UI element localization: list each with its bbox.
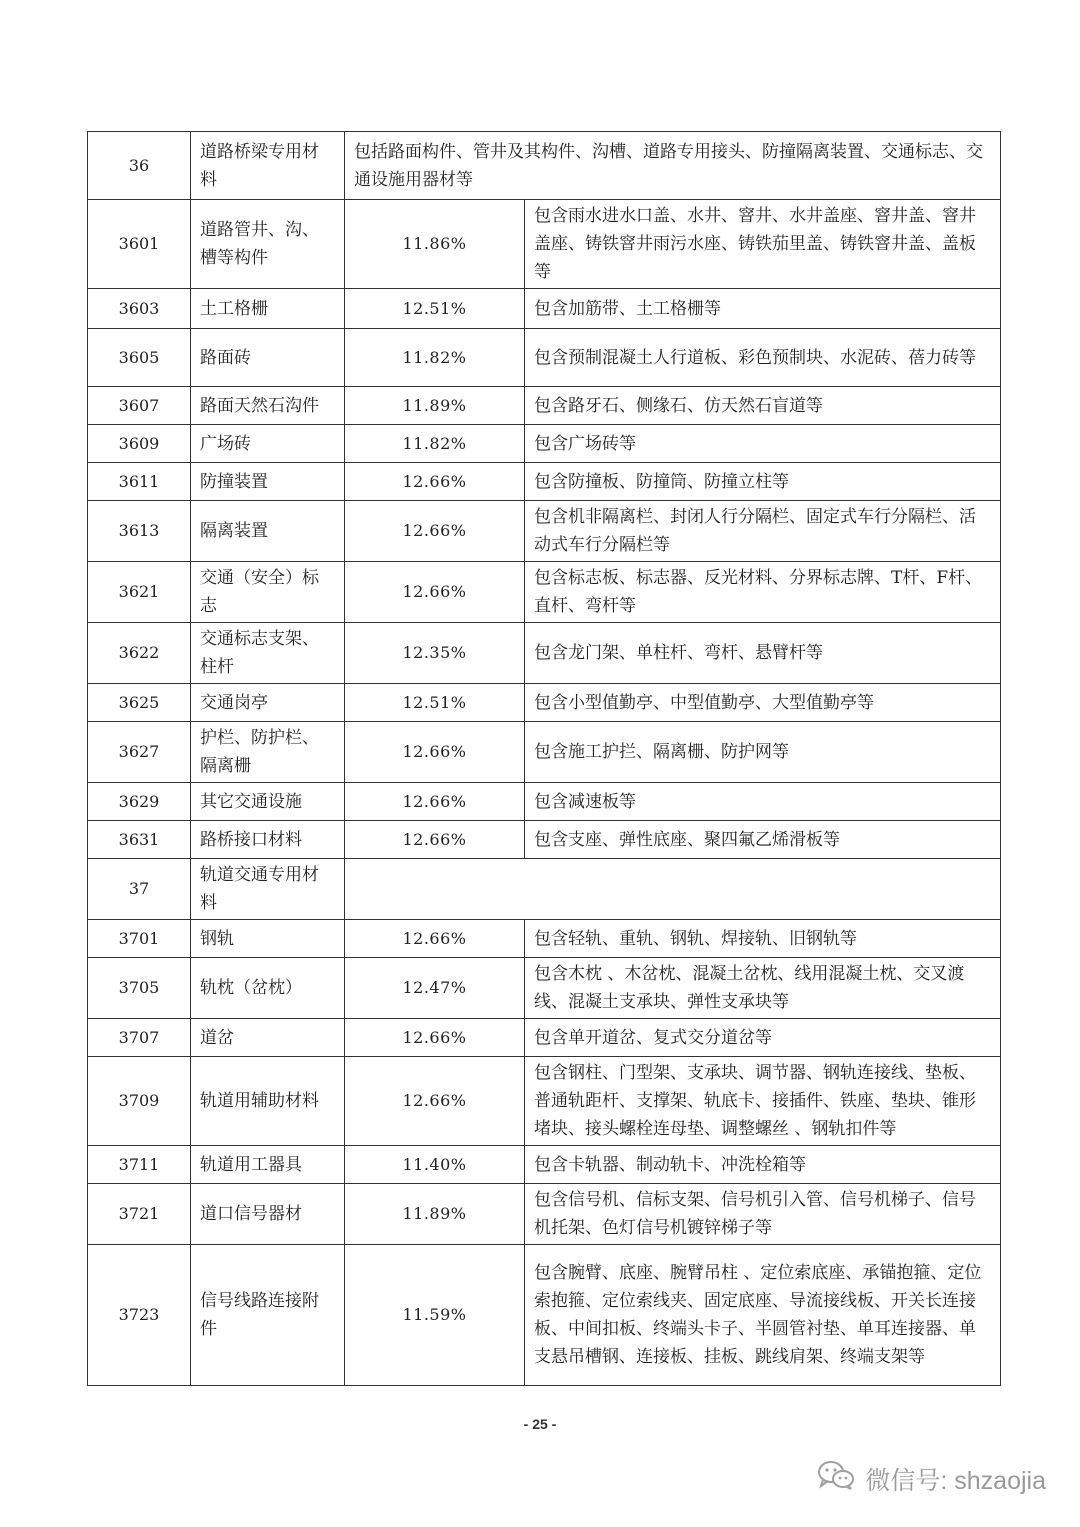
table-row: [88, 1146, 1001, 1184]
table-row: [88, 1245, 1001, 1386]
description-cell: 包含路牙石、侧缘石、仿天然石盲道等: [525, 387, 1001, 425]
rate-cell: 12.66%: [345, 722, 525, 783]
name-cell: 土工格栅: [191, 289, 345, 329]
code-cell: 3711: [88, 1146, 191, 1184]
description-cell: 包含防撞板、防撞筒、防撞立柱等: [525, 463, 1001, 501]
description-cell: 包含机非隔离栏、封闭人行分隔栏、固定式车行分隔栏、活动式车行分隔栏等: [525, 501, 1001, 562]
rate-cell: 12.51%: [345, 289, 525, 329]
description-cell: 包含雨水进水口盖、水井、窨井、水井盖座、窨井盖、窨井盖座、铸铁窨井雨污水座、铸铁茄里盖、铸铁窨井盖、盖板等: [525, 200, 1001, 289]
description-cell: 包含钢柱、门型架、支承块、调节器、钢轨连接线、垫板、普通轨距杆、支撑架、轨底卡、接插件、铁座、垫块、锥形堵块、接头螺栓连母垫、调整螺丝 、钢轨扣件等: [525, 1057, 1001, 1146]
name-cell: 轨道用辅助材料: [191, 1057, 345, 1146]
description-cell: 包含信号机、信标支架、信号机引入管、信号机梯子、信号机托架、色灯信号机镀锌梯子等: [525, 1184, 1001, 1245]
name-cell: 护栏、防护栏、隔离栅: [191, 722, 345, 783]
name-cell: 道岔: [191, 1019, 345, 1057]
description-cell: 包含预制混凝土人行道板、彩色预制块、水泥砖、蓓力砖等: [525, 329, 1001, 387]
rate-cell: 12.66%: [345, 920, 525, 958]
code-cell: 37: [88, 859, 191, 920]
rate-cell: 12.47%: [345, 958, 525, 1019]
name-cell: 轨枕（岔枕）: [191, 958, 345, 1019]
description-cell: 包含加筋带、土工格栅等: [525, 289, 1001, 329]
name-cell: 信号线路连接附件: [191, 1245, 345, 1386]
table-row: [88, 821, 1001, 859]
table-row-category: [88, 132, 1001, 200]
description-cell: 包含龙门架、单柱杆、弯杆、悬臂杆等: [525, 623, 1001, 684]
description-cell: 包含腕臂、底座、腕臂吊柱 、定位索底座、承锚抱箍、定位索抱箍、定位索线夹、固定底座、导流接线板、开关长连接板、中间扣板、终端头卡子、半圆管衬垫、单耳连接器、单支悬吊槽钢、连接板、挂板、跳线肩架、终端支架等: [525, 1245, 1001, 1386]
rate-cell: 11.89%: [345, 387, 525, 425]
table-row: [88, 623, 1001, 684]
name-cell: 其它交通设施: [191, 783, 345, 821]
category-description-cell: 包括路面构件、管井及其构件、沟槽、道路专用接头、防撞隔离装置、交通标志、交通设施用器材等: [345, 132, 1001, 200]
table-row: [88, 200, 1001, 289]
code-cell: 3701: [88, 920, 191, 958]
description-cell: 包含施工护拦、隔离栅、防护网等: [525, 722, 1001, 783]
name-cell: 道口信号器材: [191, 1184, 345, 1245]
rate-cell: 12.51%: [345, 684, 525, 722]
code-cell: 3631: [88, 821, 191, 859]
rate-cell: 12.66%: [345, 821, 525, 859]
code-cell: 3627: [88, 722, 191, 783]
name-cell: 交通岗亭: [191, 684, 345, 722]
name-cell: 钢轨: [191, 920, 345, 958]
code-cell: 3607: [88, 387, 191, 425]
watermark: [817, 1460, 1046, 1497]
description-cell: 包含单开道岔、复式交分道岔等: [525, 1019, 1001, 1057]
rate-cell: 11.40%: [345, 1146, 525, 1184]
rate-cell: 12.66%: [345, 501, 525, 562]
rate-cell: 12.35%: [345, 623, 525, 684]
name-cell: 路面天然石沟件: [191, 387, 345, 425]
code-cell: 3601: [88, 200, 191, 289]
code-cell: 3611: [88, 463, 191, 501]
material-rate-table: [87, 131, 1001, 1386]
rate-cell: 12.66%: [345, 562, 525, 623]
name-cell: 轨道交通专用材料: [191, 859, 345, 920]
table-row: [88, 920, 1001, 958]
code-cell: 3721: [88, 1184, 191, 1245]
table-row: [88, 1019, 1001, 1057]
table-row: [88, 958, 1001, 1019]
table-row: [88, 289, 1001, 329]
code-cell: 3605: [88, 329, 191, 387]
description-cell: 包含标志板、标志器、反光材料、分界标志牌、T杆、F杆、直杆、弯杆等: [525, 562, 1001, 623]
code-cell: 3723: [88, 1245, 191, 1386]
code-cell: 3707: [88, 1019, 191, 1057]
category-description-cell: [345, 859, 1001, 920]
code-cell: 3705: [88, 958, 191, 1019]
rate-cell: 11.86%: [345, 200, 525, 289]
description-cell: 包含木枕 、木岔枕、混凝土岔枕、线用混凝土枕、交叉渡线、混凝土支承块、弹性支承块等: [525, 958, 1001, 1019]
description-cell: 包含支座、弹性底座、聚四氟乙烯滑板等: [525, 821, 1001, 859]
name-cell: 轨道用工器具: [191, 1146, 345, 1184]
code-cell: 3613: [88, 501, 191, 562]
description-cell: 包含卡轨器、制动轨卡、冲洗栓箱等: [525, 1146, 1001, 1184]
wechat-icon: [817, 1460, 855, 1497]
table-row: [88, 425, 1001, 463]
rate-cell: 11.59%: [345, 1245, 525, 1386]
code-cell: 3625: [88, 684, 191, 722]
code-cell: 36: [88, 132, 191, 200]
code-cell: 3709: [88, 1057, 191, 1146]
table-row-category: [88, 859, 1001, 920]
table-row: [88, 684, 1001, 722]
table-row: [88, 562, 1001, 623]
table-row: [88, 783, 1001, 821]
name-cell: 隔离装置: [191, 501, 345, 562]
rate-cell: 12.66%: [345, 1019, 525, 1057]
table-row: [88, 463, 1001, 501]
rate-cell: 12.66%: [345, 783, 525, 821]
table-row: [88, 329, 1001, 387]
rate-cell: 11.82%: [345, 329, 525, 387]
description-cell: 包含减速板等: [525, 783, 1001, 821]
name-cell: 交通标志支架、柱杆: [191, 623, 345, 684]
rate-cell: 11.82%: [345, 425, 525, 463]
code-cell: 3621: [88, 562, 191, 623]
code-cell: 3609: [88, 425, 191, 463]
description-cell: 包含轻轨、重轨、钢轨、焊接轨、旧钢轨等: [525, 920, 1001, 958]
name-cell: 广场砖: [191, 425, 345, 463]
code-cell: 3629: [88, 783, 191, 821]
name-cell: 道路桥梁专用材料: [191, 132, 345, 200]
rate-cell: 11.89%: [345, 1184, 525, 1245]
rate-cell: 12.66%: [345, 463, 525, 501]
name-cell: 道路管井、沟、槽等构件: [191, 200, 345, 289]
name-cell: 防撞装置: [191, 463, 345, 501]
description-cell: 包含小型值勤亭、中型值勤亭、大型值勤亭等: [525, 684, 1001, 722]
code-cell: 3603: [88, 289, 191, 329]
table-row: [88, 1057, 1001, 1146]
table-row: [88, 387, 1001, 425]
rate-cell: 12.66%: [345, 1057, 525, 1146]
code-cell: 3622: [88, 623, 191, 684]
page-number: - 25 -: [523, 1416, 557, 1432]
table-body: [88, 132, 1001, 1386]
table-row: [88, 722, 1001, 783]
name-cell: 交通（安全）标志: [191, 562, 345, 623]
table-row: [88, 501, 1001, 562]
description-cell: 包含广场砖等: [525, 425, 1001, 463]
name-cell: 路面砖: [191, 329, 345, 387]
table-row: [88, 1184, 1001, 1245]
watermark-text: 微信号: shzaojia: [865, 1466, 1046, 1495]
name-cell: 路桥接口材料: [191, 821, 345, 859]
